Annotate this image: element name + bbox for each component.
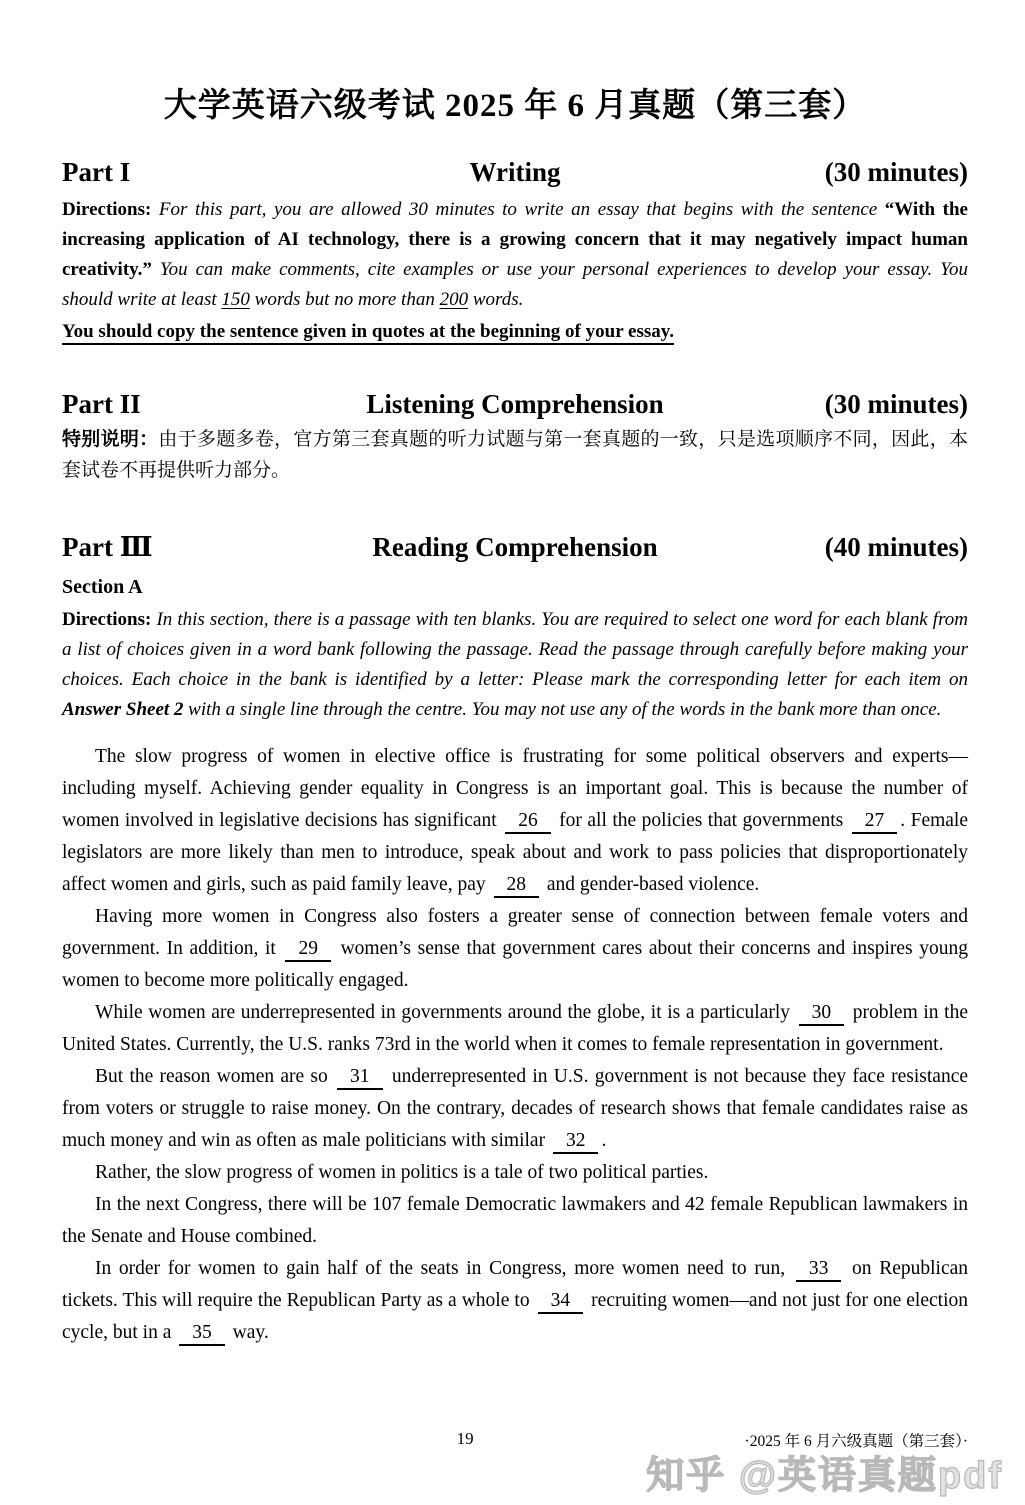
text-segment: and gender-based violence. xyxy=(542,873,760,895)
part1-header xyxy=(62,155,968,190)
edition-note: ·2025 年 6 月六级真题（第三套）· xyxy=(744,1433,968,1450)
part1-label: Part I xyxy=(62,157,131,188)
text-segment: Directions: xyxy=(62,199,159,221)
text-segment: For this part, you are allowed 30 minutes to write an essay that begins with the sentence xyxy=(158,199,885,221)
part2-time: (30 minutes) xyxy=(824,389,968,420)
page-title: 大学英语六级考试 2025 年 6 月真题（第三套） xyxy=(163,88,867,124)
text-segment: In this section, there is a passage with ten blanks. You are required to select one word for each blank from a list of choices given in a word bank following the passage. Read the passage through carefully before making your choices. Each choice in the bank is identified by a letter: Please mark the corresponding letter for each item on xyxy=(62,608,968,690)
blank-33: 33 xyxy=(796,1258,842,1282)
text-segment: The slow progress of women in elective office is frustrating for some political observers and experts—including myself. Achieving gender equality in Congress is an important goal. This is because the number of women involved in legislative decisions has significant xyxy=(62,745,968,831)
blank-29: 29 xyxy=(285,938,331,962)
text-segment: You can make comments, cite examples or use your personal experiences to develop your essay. You should write at least xyxy=(62,259,968,311)
text-segment: 150 xyxy=(221,289,250,311)
blank-28: 28 xyxy=(494,874,540,898)
part3-directions xyxy=(62,605,968,725)
passage-paragraph-7 xyxy=(62,1253,968,1349)
text-segment: words but no more than xyxy=(249,289,440,311)
part1-copy-note-text: You should copy the sentence given in quotes at the beginning of your essay. xyxy=(62,321,674,345)
text-segment: on Republican tickets. This will require the Republican Party as a whole to xyxy=(62,1257,969,1311)
passage-paragraph-4 xyxy=(62,1061,968,1157)
passage-paragraph-5 xyxy=(62,1157,968,1189)
blank-35: 35 xyxy=(179,1322,225,1346)
text-segment: for all the policies that governments xyxy=(553,809,849,831)
text-segment: While women are underrepresented in governments around the globe, it is a particularly xyxy=(95,1001,796,1023)
passage-paragraph-1 xyxy=(62,741,968,901)
part1-copy-note xyxy=(62,317,968,347)
part2-label: Part II xyxy=(62,389,141,420)
watermark: 知乎 @英语真题pdf xyxy=(646,1455,1003,1497)
text-segment: way. xyxy=(227,1321,269,1343)
text-segment: Directions: xyxy=(62,608,157,630)
text-segment: . xyxy=(601,1129,607,1151)
part3-header xyxy=(62,530,968,565)
page-number: 19 xyxy=(456,1429,474,1448)
passage-paragraph-2 xyxy=(62,901,968,997)
blank-26: 26 xyxy=(505,810,551,834)
text-segment: “With the increasing application of AI technology, there is a growing concern that it may negatively impact human creativity.” xyxy=(62,199,968,281)
text-segment: 200 xyxy=(439,289,469,311)
text-segment: words. xyxy=(468,289,524,311)
passage-paragraph-6 xyxy=(62,1189,968,1253)
text-segment: 由于多题多卷，官方第三套真题的听力试题与第一套真题的一致，只是选项顺序不同，因此，本套试卷不再提供听力部分。 xyxy=(62,429,968,482)
part1-time: (30 minutes) xyxy=(824,157,968,188)
part1-directions xyxy=(62,195,968,315)
part3-title: Reading Comprehension xyxy=(372,532,658,563)
text-segment: recruiting women—and not just for one election cycle, but in a xyxy=(62,1289,968,1343)
blank-31: 31 xyxy=(337,1066,383,1090)
text-segment: with a single line through the centre. You may not use any of the words in the bank more than once. xyxy=(183,698,942,720)
blank-34: 34 xyxy=(538,1290,584,1314)
text-segment: Having more women in Congress also fosters a greater sense of connection between female voters and government. In addition, it xyxy=(62,905,968,959)
text-segment: Answer Sheet 2 xyxy=(62,698,184,720)
part3-time: (40 minutes) xyxy=(824,532,968,563)
text-segment: problem in the United States. Currently, the U.S. ranks 73rd in the world when it comes to female representation in government. xyxy=(62,1001,968,1055)
part1-title: Writing xyxy=(469,157,561,188)
text-segment: In the next Congress, there will be 107 female Democratic lawmakers and 42 female Republican lawmakers in the Senate and House combined. xyxy=(62,1193,968,1247)
blank-27: 27 xyxy=(852,810,898,834)
part2-title: Listening Comprehension xyxy=(366,389,664,420)
text-segment: underrepresented in U.S. government is not because they face resistance from voters or struggle to raise money. On the contrary, decades of research shows that female candidates raise as much money and win as often as male politicians with similar xyxy=(62,1065,969,1151)
cloze-passage xyxy=(62,741,968,1349)
text-segment: Rather, the slow progress of women in politics is a tale of two political parties. xyxy=(95,1161,709,1183)
text-segment: women’s sense that government cares about their concerns and inspires young women to become more politically engaged. xyxy=(62,937,968,991)
text-segment: 特别说明： xyxy=(62,429,159,451)
passage-paragraph-3 xyxy=(62,997,968,1061)
text-segment: In order for women to gain half of the seats in Congress, more women need to run, xyxy=(95,1257,793,1279)
section-a-label: Section A xyxy=(62,575,143,598)
part2-special-note xyxy=(62,424,968,486)
text-segment: But the reason women are so xyxy=(95,1065,335,1087)
blank-32: 32 xyxy=(553,1130,599,1154)
part2-header xyxy=(62,387,968,422)
text-segment: . Female legislators are more likely than men to introduce, speak about and work to pass policies that disproportionately affect women and girls, such as paid family leave, pay xyxy=(62,809,969,895)
blank-30: 30 xyxy=(799,1002,845,1026)
part3-label: Part Ⅲ xyxy=(62,532,153,563)
